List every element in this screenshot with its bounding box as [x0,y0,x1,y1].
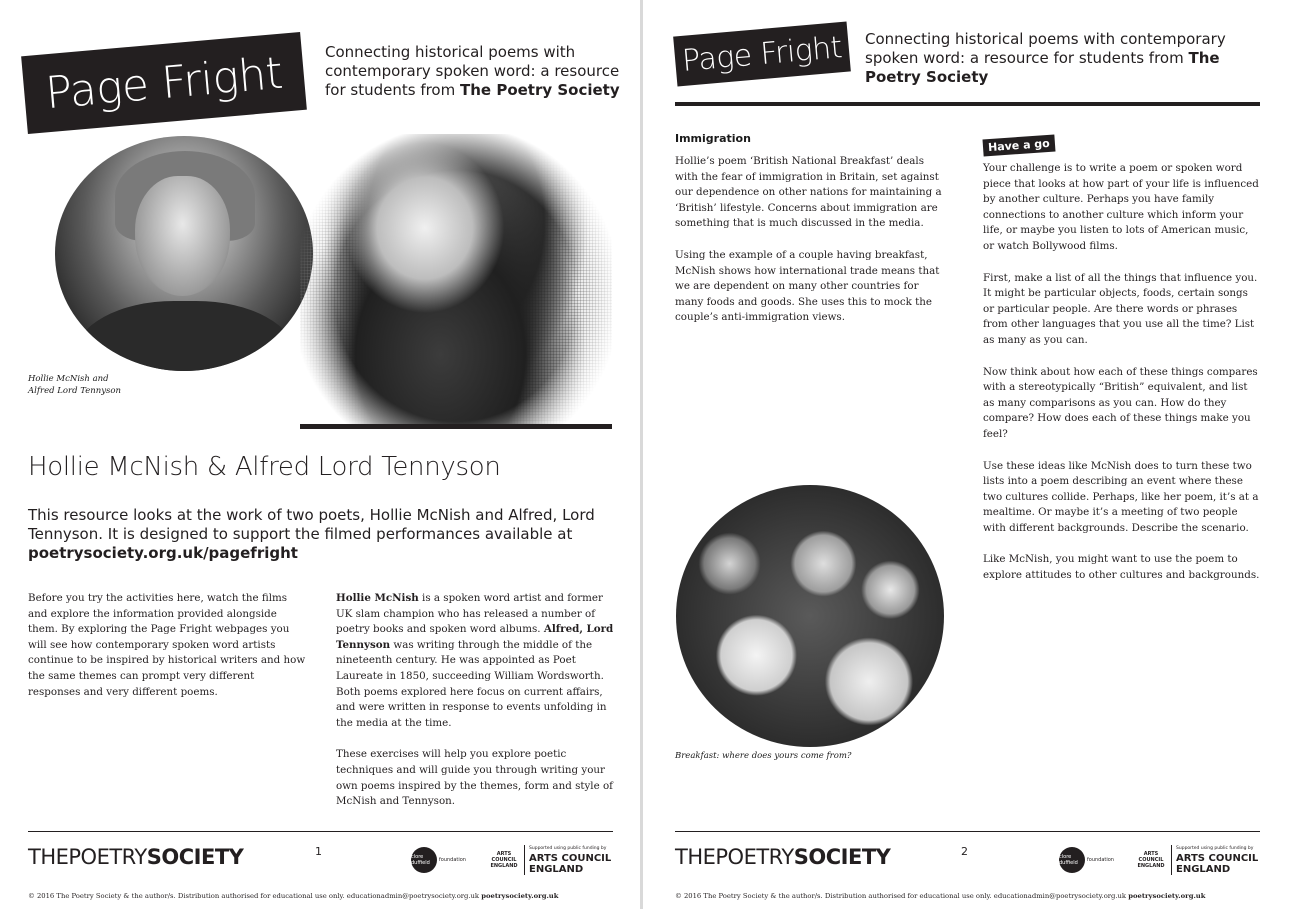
photo-rule [300,424,612,429]
poets-bio: Hollie McNish is a spoken word artist and former UK slam champion who has released a number of poetry books and spoken word albums. Alfred, Lord Tennyson was writing through the middle of the nineteenth century. He was appointed as Poet Laureate in 1850, succeeding William Wordsworth. Both poems explored here focus on current affairs, and were written in response to events unfolding in the media at the time. [336,592,614,729]
copyright-line: © 2016 The Poetry Society & the author/s. Distribution authorised for educational use only. educationadmin@poetrysociety.org.uk poetrysociety.org.uk [675,892,1206,900]
arts-council-logo: ARTS COUNCIL ENGLAND Supported using public funding by ARTS COUNCIL ENGLAND [490,845,612,875]
pagefright-link[interactable]: poetrysociety.org.uk/pagefright [28,544,298,562]
have-a-go-badge: Have a go [982,135,1055,157]
page-number: 2 [961,845,968,858]
hollie-mcnish-photo [55,136,313,371]
footer-rule [675,831,1260,832]
page-number: 1 [315,845,322,858]
page-1 [0,0,640,909]
header-tagline: Connecting historical poems with contemporary spoken word: a resource for students from The Poetry Society [865,30,1226,86]
poetry-society-logo: THEPOETRYSOCIETY [675,845,891,869]
arts-council-logo: ARTS COUNCIL ENGLAND Supported using public funding by ARTS COUNCIL ENGLAND [1137,845,1259,875]
photo-caption: Hollie McNish and Alfred Lord Tennyson [28,374,121,396]
page-2 [643,0,1289,909]
page-fright-badge: Page Fright [21,32,307,134]
clore-duffield-logo: clore duffield foundation [411,845,491,875]
photo-caption: Breakfast: where does yours come from? [675,751,852,761]
body-column-left: Before you try the activities here, watch the films and explore the information provided alongside them. By exploring the Page Fright webpages you will see how contemporary spoken word artists continue to be inspired by historical writers and how the same themes can prompt very different responses and very different poems. [28,592,306,698]
page-fright-badge: Page Fright [673,22,851,87]
poetry-society-logo: THEPOETRYSOCIETY [28,845,244,869]
breakfast-photo [676,485,944,747]
immigration-heading: Immigration [675,132,751,145]
header-rule [675,102,1260,106]
header-tagline: Connecting historical poems with contemporary spoken word: a resource for students from The Poetry Society [325,43,620,99]
footer-rule [28,831,613,832]
clore-duffield-logo: clore duffield foundation [1059,845,1139,875]
intro-paragraph: This resource looks at the work of two poets, Hollie McNish and Alfred, Lord Tennyson. It is designed to support the filmed performances available at poetrysociety.org.uk/pagefright [28,506,613,563]
body-column-right: Hollie McNish is a spoken word artist and former UK slam champion who has released a number of poetry books and spoken word albums. Alfred, Lord Tennyson was writing through the middle of the nineteenth century. He was appointed as Poet Laureate in 1850, succeeding William Wordsworth. Both poems explored here focus on current affairs, and were written in response to events unfolding in the media at the time. These exercises will help you explore poetic techniques and will guide you through writing your own poems inspired by the themes, form and style of McNish and Tennyson. [336,591,616,826]
tennyson-portrait [300,134,612,428]
body-column-right: Your challenge is to write a poem or spoken word piece that looks at how part of your life is influenced by another culture. Perhaps you have family connections to another culture which inform your life, or maybe you listen to lots of American music, or watch Bollywood films. First, make a list of all the things that influence you. It might be particular objects, foods, certain songs or particular people. Are there words or phrases from other languages that you use all the time? List as many as you can. Now think about how each of these things compares with a stereotypically “British” equivalent, and list as many comparisons as you can. How do they compare? How does each of these things make you feel? Use these ideas like McNish does to turn these two lists into a poem describing an event where these two cultures collide. Perhaps, like her poem, it’s at a mealtime. Or maybe it’s a meeting of two people with different backgrounds. Describe the scenario. Like McNish, you might want to use the poem to explore attitudes to other cultures and backgrounds. [983,162,1260,582]
body-column-left: Hollie’s poem ‘British National Breakfast’ deals with the fear of immigration in Britain, set against our dependence on other nations for maintaining a ‘British’ lifestyle. Concerns about immigration are something that is much discussed in the media. Using the example of a couple having breakfast, McNish shows how international trade means that we are dependent on many other countries for many foods and goods. She uses this to mock the couple’s anti-immigration views. [675,155,942,324]
copyright-line: © 2016 The Poetry Society & the author/s. Distribution authorised for educational use only. educationadmin@poetrysociety.org.uk poetrysociety.org.uk [28,892,559,900]
page-title: Hollie McNish & Alfred Lord Tennyson [28,452,501,482]
